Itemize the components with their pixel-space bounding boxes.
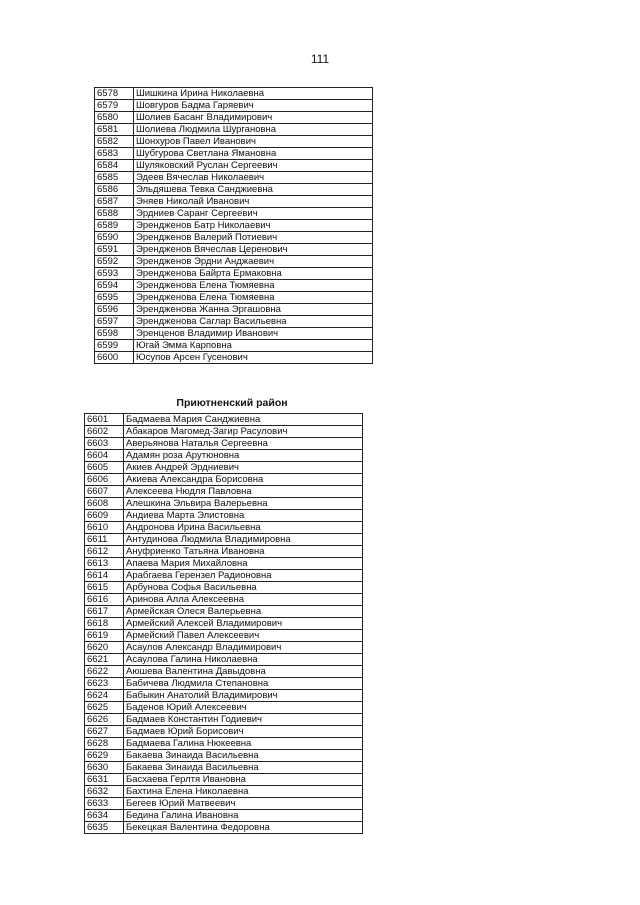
row-number: 6589 [95,220,134,232]
row-number: 6583 [95,148,134,160]
table-row [85,642,363,654]
person-name: Эрендженов Вячеслав Церенович [134,244,373,256]
row-number: 6626 [85,714,124,726]
row-number: 6631 [85,774,124,786]
table-row [85,666,363,678]
table-row [95,112,373,124]
table-row [85,726,363,738]
person-name: Бедина Галина Ивановна [124,810,363,822]
table-row [95,328,373,340]
row-number: 6627 [85,726,124,738]
row-number: 6591 [95,244,134,256]
row-number: 6623 [85,678,124,690]
person-name: Абакаров Магомед-Загир Расулович [124,426,363,438]
row-number: 6622 [85,666,124,678]
person-name: Антудинова Людмила Владимировна [124,534,363,546]
row-number: 6599 [95,340,134,352]
person-name: Эрендженова Елена Тюмяевна [134,292,373,304]
person-name: Эрендженов Эрдни Анджаевич [134,256,373,268]
table-row [95,340,373,352]
table-row [95,244,373,256]
row-number: 6635 [85,822,124,834]
person-name: Бабыкин Анатолий Владимирович [124,690,363,702]
person-name: Адамян роза Арутюновна [124,450,363,462]
table-row [85,606,363,618]
person-name: Шолиев Басанг Владимирович [134,112,373,124]
person-name: Шубгурова Светлана Ямановна [134,148,373,160]
person-name: Эльдяшева Тевка Санджиевна [134,184,373,196]
table-row [95,220,373,232]
table-row [85,750,363,762]
person-name: Арбунова Софья Васильевна [124,582,363,594]
row-number: 6628 [85,738,124,750]
table-row [85,582,363,594]
row-number: 6604 [85,450,124,462]
table-row [85,426,363,438]
person-name: Баденов Юрий Алексеевич [124,702,363,714]
row-number: 6586 [95,184,134,196]
row-number: 6593 [95,268,134,280]
table-row [95,172,373,184]
person-name: Бадмаева Мария Санджиевна [124,414,363,426]
person-name: Бакаева Зинаида Васильевна [124,750,363,762]
person-name: Эрендженова Байрта Ермаковна [134,268,373,280]
section-title: Приютненский район [176,397,288,409]
person-name: Аюшева Валентина Давыдовна [124,666,363,678]
row-number: 6607 [85,486,124,498]
person-name: Басхаева Герлтя Ивановна [124,774,363,786]
table-row [85,678,363,690]
person-name: Бадмаева Галина Нюкеевна [124,738,363,750]
table-row [85,474,363,486]
person-name: Апаева Мария Михайловна [124,558,363,570]
row-number: 6630 [85,762,124,774]
table-row [95,316,373,328]
table-row [95,148,373,160]
table-row [95,256,373,268]
row-number: 6578 [95,88,134,100]
person-name: Бабичева Людмила Степановна [124,678,363,690]
table-row [85,522,363,534]
table-row [95,88,373,100]
row-number: 6597 [95,316,134,328]
row-number: 6585 [95,172,134,184]
row-number: 6621 [85,654,124,666]
row-number: 6620 [85,642,124,654]
table-row [95,292,373,304]
table-row [95,184,373,196]
person-name: Эняев Николай Иванович [134,196,373,208]
table-row [85,414,363,426]
table-row [85,654,363,666]
table-row [85,702,363,714]
row-number: 6592 [95,256,134,268]
person-name: Андиева Марта Элистовна [124,510,363,522]
row-number: 6624 [85,690,124,702]
person-name: Эрендженов Валерий Потиевич [134,232,373,244]
row-number: 6579 [95,100,134,112]
person-name: Алексеева Нюдля Павловна [124,486,363,498]
row-number: 6584 [95,160,134,172]
table-row [85,510,363,522]
row-number: 6634 [85,810,124,822]
person-name: Бегеев Юрий Матвеевич [124,798,363,810]
row-number: 6595 [95,292,134,304]
row-number: 6632 [85,786,124,798]
person-name: Шовгуров Бадма Гаряевич [134,100,373,112]
row-number: 6617 [85,606,124,618]
row-number: 6598 [95,328,134,340]
person-name: Аринова Алла Алексеевна [124,594,363,606]
table-row [85,558,363,570]
table-row [95,280,373,292]
person-name: Эрендженов Батр Николаевич [134,220,373,232]
person-name: Эрдниев Саранг Сергеевич [134,208,373,220]
person-name: Шолиева Людмила Шургановна [134,124,373,136]
person-name: Бахтина Елена Николаевна [124,786,363,798]
table-row [85,594,363,606]
person-name: Шишкина Ирина Николаевна [134,88,373,100]
person-name: Эрендженова Жанна Эргашовна [134,304,373,316]
row-number: 6596 [95,304,134,316]
table-row [85,450,363,462]
table-row [95,196,373,208]
table-row [85,822,363,834]
row-number: 6614 [85,570,124,582]
table-row [85,786,363,798]
row-number: 6582 [95,136,134,148]
table-row [85,738,363,750]
row-number: 6609 [85,510,124,522]
registry-table-bottom [84,413,363,834]
row-number: 6613 [85,558,124,570]
person-name: Акиев Андрей Эрдниевич [124,462,363,474]
row-number: 6606 [85,474,124,486]
table-row [85,498,363,510]
row-number: 6601 [85,414,124,426]
row-number: 6633 [85,798,124,810]
person-name: Акиева Александра Борисовна [124,474,363,486]
table-row [85,774,363,786]
registry-table-top [94,87,373,364]
table-row [85,546,363,558]
person-name: Арабгаева Герензел Радионовна [124,570,363,582]
row-number: 6581 [95,124,134,136]
person-name: Шонхуров Павел Иванович [134,136,373,148]
table-row [85,714,363,726]
person-name: Юсупов Арсен Гусенович [134,352,373,364]
row-number: 6618 [85,618,124,630]
person-name: Бакаева Зинаида Васильевна [124,762,363,774]
person-name: Эрендженова Елена Тюмяевна [134,280,373,292]
person-name: Эдеев Вячеслав Николаевич [134,172,373,184]
row-number: 6619 [85,630,124,642]
row-number: 6580 [95,112,134,124]
table-row [85,690,363,702]
row-number: 6602 [85,426,124,438]
table-row [95,100,373,112]
table-row [85,438,363,450]
table-row [95,136,373,148]
table-row [85,762,363,774]
table-row [85,486,363,498]
table-row [85,618,363,630]
row-number: 6629 [85,750,124,762]
table-row [95,232,373,244]
person-name: Алешкина Эльвира Валерьевна [124,498,363,510]
table-row [95,352,373,364]
table-row [85,798,363,810]
person-name: Шуляковский Руслан Сергеевич [134,160,373,172]
table-row [85,630,363,642]
row-number: 6615 [85,582,124,594]
person-name: Бадмаев Юрий Борисович [124,726,363,738]
table-row [95,124,373,136]
table-row [95,268,373,280]
table-row [85,534,363,546]
person-name: Бекецкая Валентина Федоровна [124,822,363,834]
table-row [95,208,373,220]
person-name: Армейская Олеся Валерьевна [124,606,363,618]
row-number: 6608 [85,498,124,510]
row-number: 6611 [85,534,124,546]
person-name: Андронова Ирина Васильевна [124,522,363,534]
page-number: 111 [310,52,330,66]
table-row [95,304,373,316]
person-name: Армейский Алексей Владимирович [124,618,363,630]
row-number: 6616 [85,594,124,606]
row-number: 6612 [85,546,124,558]
row-number: 6625 [85,702,124,714]
person-name: Эренценов Владимир Иванович [134,328,373,340]
row-number: 6600 [95,352,134,364]
table-row [85,570,363,582]
person-name: Эрендженова Саглар Васильевна [134,316,373,328]
table-row [95,160,373,172]
person-name: Ануфриенко Татьяна Ивановна [124,546,363,558]
person-name: Армейский Павел Алексеевич [124,630,363,642]
person-name: Югай Эмма Карповна [134,340,373,352]
person-name: Асаулов Александр Владимирович [124,642,363,654]
table-row [85,810,363,822]
table-row [85,462,363,474]
row-number: 6594 [95,280,134,292]
row-number: 6588 [95,208,134,220]
row-number: 6603 [85,438,124,450]
person-name: Бадмаев Константин Годиевич [124,714,363,726]
row-number: 6610 [85,522,124,534]
row-number: 6605 [85,462,124,474]
person-name: Аверьянова Наталья Сергеевна [124,438,363,450]
person-name: Асаулова Галина Николаевна [124,654,363,666]
row-number: 6590 [95,232,134,244]
row-number: 6587 [95,196,134,208]
